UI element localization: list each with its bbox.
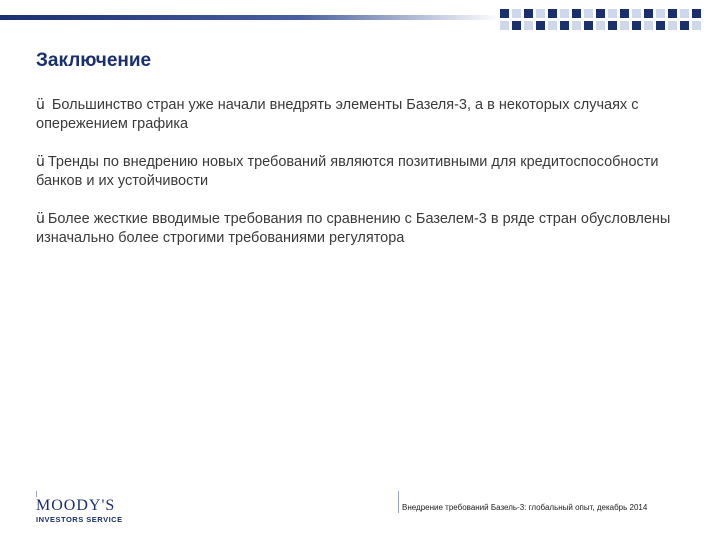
bullet-item (36, 210, 676, 248)
header-gradient-band (0, 15, 500, 20)
checkmark-icon: ü (36, 97, 45, 113)
bullet-text: Большинство стран уже начали внедрять элементы Базеля-3, а в некоторых случаях с опережением графика (36, 97, 639, 132)
moodys-logo (36, 498, 123, 524)
bullet-text: Тренды по внедрению новых требований являются позитивными для кредитоспособности банков и их устойчивости (36, 154, 659, 189)
bullet-text: Более жесткие вводимые требования по сравнению с Базелем-3 в ряде стран обусловлены изначально более строгими требованиями регулятора (36, 211, 671, 246)
header-bar (0, 0, 720, 36)
footer-caption: Внедрение требований Базель-3: глобальный опыт, декабрь 2014 (402, 503, 648, 512)
bullet-list (36, 96, 676, 267)
logo-subtitle: INVESTORS SERVICE (36, 515, 123, 524)
checkmark-icon: ü (36, 154, 45, 170)
footer-divider (0, 491, 720, 492)
logo-wordmark: MOODY'S (36, 497, 116, 514)
checkmark-icon: ü (36, 211, 45, 227)
bullet-item (36, 96, 676, 134)
slide-title: Заключение (36, 50, 152, 71)
header-square-pattern (500, 9, 701, 30)
bullet-item (36, 153, 676, 191)
